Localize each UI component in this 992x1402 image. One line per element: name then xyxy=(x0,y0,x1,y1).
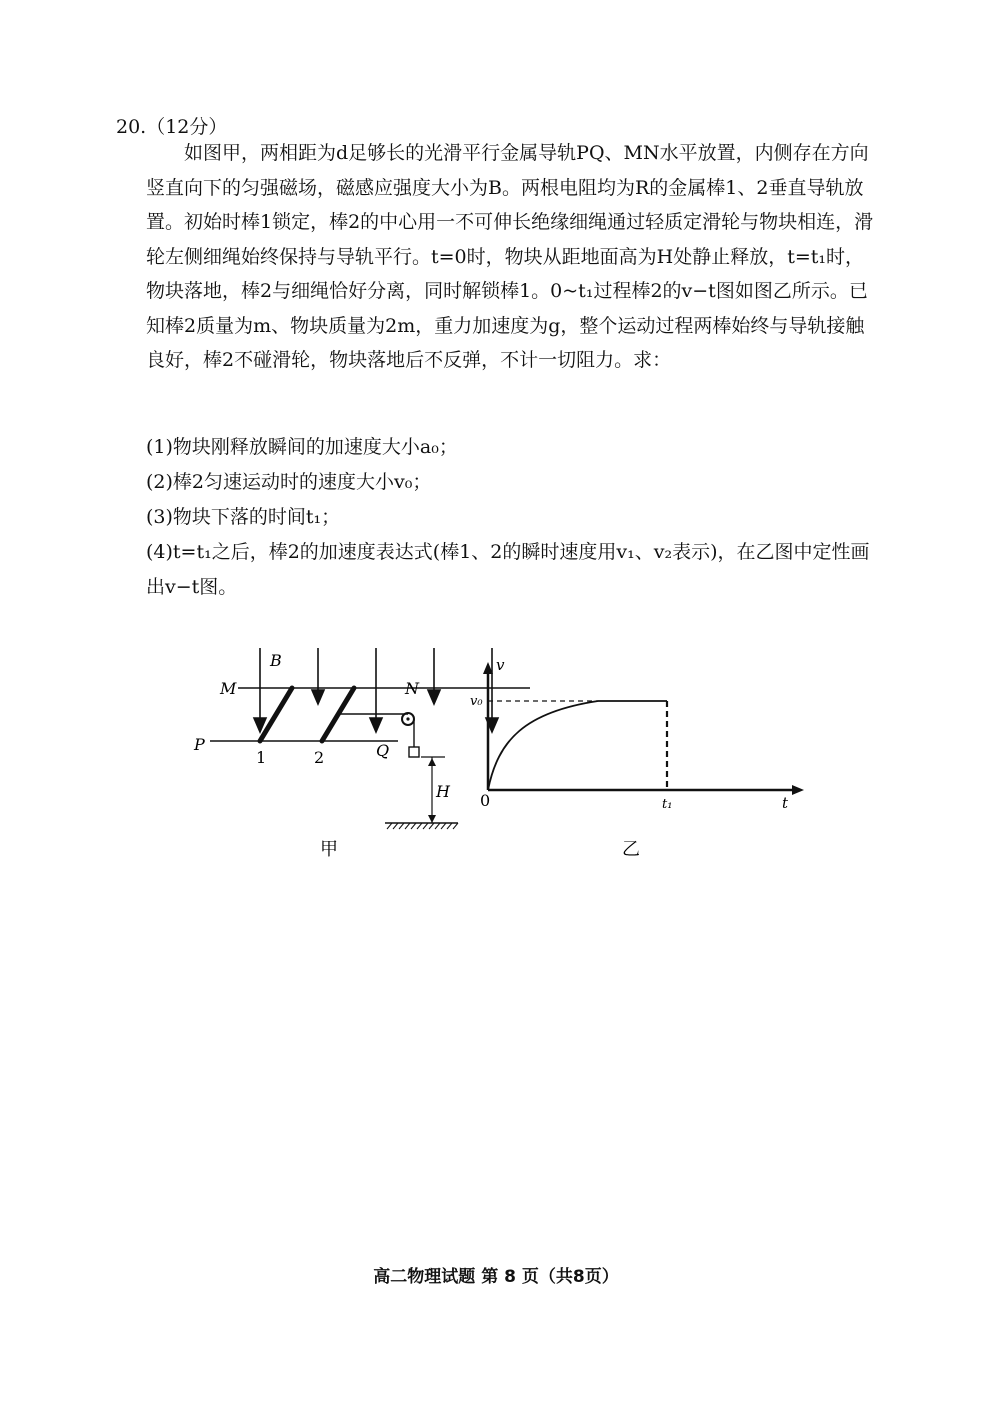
sub-question-4: (4)t=t₁之后，棒2的加速度表达式(棒1、2的瞬时速度用v₁、v₂表示)，在乙图中定性画出v−t图。 xyxy=(146,541,870,598)
label-Q: Q xyxy=(376,741,390,760)
label-rod-1: 1 xyxy=(256,748,267,767)
h-arrow-down xyxy=(428,815,436,823)
question-stem xyxy=(146,136,876,378)
caption-yi: 乙 xyxy=(622,839,640,860)
sub-question-1: (1)物块刚释放瞬间的加速度大小a₀； xyxy=(146,436,458,458)
question-number: 20.（12分） xyxy=(116,116,228,138)
stem-text: 如图甲，两相距为d足够长的光滑平行金属导轨PQ、MN水平放置，内侧存在方向竖直向下的匀强磁场，磁感应强度大小为B。两根电阻均为R的金属棒1、2垂直导轨放置。初始时棒1锁定，棒2的中心用一不可伸长绝缘细绳通过轻质定滑轮与物块相连，滑轮左侧细绳始终保持与导轨平行。t=0时，物块从距地面高为H处静止释放，t=t₁时，物块落地，棒2与细绳恰好分离，同时解锁棒1。0~t₁过程棒2的v−t图如图乙所示。已知棒2质量为m、物块质量为2m，重力加速度为g，整个运动过程两棒始终与导轨接触良好，棒2不碰滑轮，物块落地后不反弹，不计一切阻力。求： xyxy=(146,142,874,371)
label-rod-2: 2 xyxy=(314,748,325,767)
label-P: P xyxy=(194,735,205,754)
label-N: N xyxy=(405,679,419,698)
pulley-axle xyxy=(406,717,409,720)
tick-label-v0: v₀ xyxy=(470,694,483,709)
page-footer: 高二物理试题 第 8 页（共8页） xyxy=(373,1267,619,1287)
ground-hatch xyxy=(387,823,458,829)
h-arrow-up xyxy=(428,758,436,766)
caption-jia: 甲 xyxy=(320,839,338,860)
series-curve-rising xyxy=(488,701,598,790)
label-H: H xyxy=(436,782,450,801)
sub-question-3: (3)物块下落的时间t₁； xyxy=(146,506,341,528)
label-B: B xyxy=(270,651,282,670)
t-axis-arrow xyxy=(792,785,804,795)
figure-yi xyxy=(470,656,804,860)
axis-label-v: v xyxy=(496,656,505,674)
figure-jia xyxy=(193,648,530,860)
origin-label: 0 xyxy=(480,791,491,810)
rod-1 xyxy=(260,688,292,741)
label-M: M xyxy=(220,679,237,698)
block xyxy=(409,747,419,757)
figures xyxy=(180,630,820,870)
axis-label-t: t xyxy=(782,794,789,812)
sub-question-2: (2)棒2匀速运动时的速度大小v₀； xyxy=(146,471,432,493)
tick-label-t1: t₁ xyxy=(662,797,673,812)
